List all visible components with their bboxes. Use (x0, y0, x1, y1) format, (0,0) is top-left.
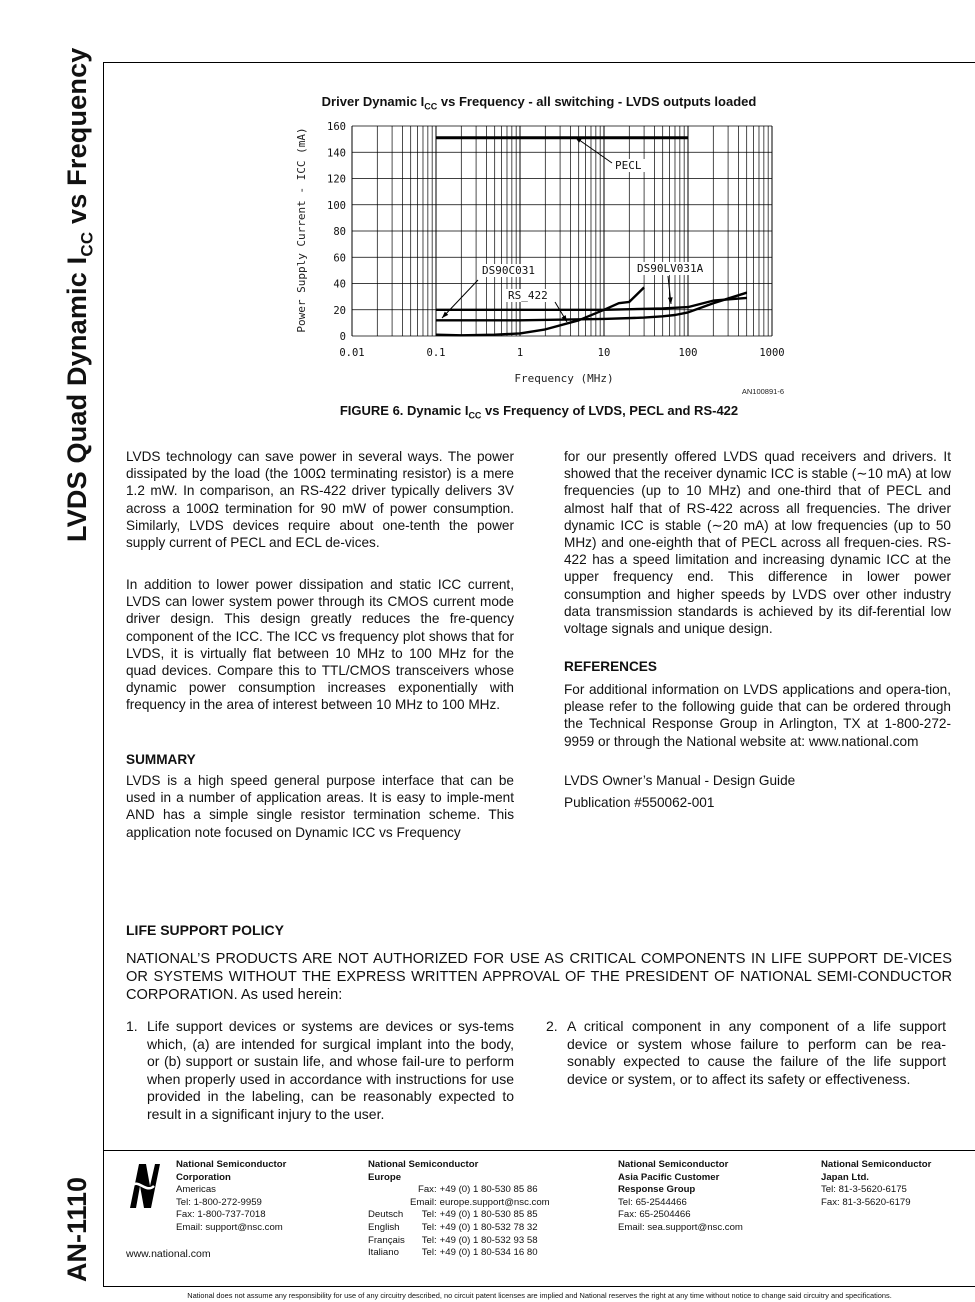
annotation-label: DS90C031 (482, 264, 535, 277)
y-tick-label: 60 (333, 252, 346, 265)
annotation-arrowhead (668, 297, 673, 304)
y-axis-label: Power Supply Current - ICC (mA) (295, 127, 308, 333)
reference-publication: Publication #550062-001 (564, 795, 715, 810)
disclaimer-text: National does not assume any responsibility for use of any circuitry described, no circuit patent licenses are implied and National reserves the right at any time without notice to change said circuitry and specifications. (187, 1291, 892, 1300)
chart-annotations (442, 137, 711, 322)
national-logo-icon (124, 1160, 162, 1212)
paragraph-cmos-driver: In addition to lower power dissipation and static ICC current, LVDS can lower system power through its CMOS current mode driver design. This design greatly reduces the fre-quency component of the ICC. The ICC vs frequency plot shows that for LVDS, it is virtually flat between 10 MHz to 100 MHz for the quad devices. Compare this to TTL/CMOS transceivers whose dynamic power consumption increases exponentially with frequency in the area of interest between 10 MHz to 100 MHz. (126, 577, 514, 713)
policy-item-1: 1. Life support devices or systems are devices or sys-tems which, (a) are intended for surgical implant into the body, or (b) support or sustain life, and whose fail-ure to perform when properly used in accordance with instructions for use provided in the labeling, can be reasonably expected to result in a significant injury to the user. (126, 1018, 514, 1122)
annotation-label: DS90LV031A (637, 262, 704, 275)
footer-europe: National Semiconductor Europe Fax: +49 (0) 1 80-530 85 86 Email: europe.support@nsc.com Deutsch Tel: +49 (0) 1 80-530 85 85 English Tel: +49 (0) 1 80-532 78 32 Français Tel: +49 (0) 1 80-532 93 58 Italiano Tel: +49 (0) 1 80-534 16 80 (368, 1159, 550, 1259)
paragraph-power-savings: LVDS technology can save power in several ways. The power dissipated by the load (the 100Ω terminating resistor) is a mere 1.2 mW. In comparison, an RS-422 driver typically delivers 3V across a 100Ω termination for 90 mW of power consumption. Similarly, LVDS devices require about one-tenth the power supply current of PECL and ECL de-vices. (126, 449, 514, 551)
paragraph-summary: LVDS is a high speed general purpose interface that can be used in a number of application areas. It is easy to imple-ment AND has a simple single resistor termination scheme. This application note focused on Dynamic ICC vs Frequency (126, 773, 514, 840)
y-tick-label: 0 (339, 331, 346, 343)
footer-asia-pacific: National Semiconductor Asia Pacific Customer Response Group Tel: 65-2544466 Fax: 65-2504466 Email: sea.support@nsc.com (618, 1159, 743, 1233)
annotation-leader (575, 137, 612, 163)
y-tick-label: 20 (333, 304, 346, 317)
side-title: LVDS Quad Dynamic $I_{CC}$ vs Frequency (62, 47, 97, 542)
x-tick-label: 10 (597, 347, 611, 359)
references-heading: REFERENCES (564, 659, 657, 674)
chart-ticks (327, 121, 785, 359)
paragraph-references: For additional information on LVDS applications and opera-tion, please refer to the following guide that can be ordered through the Technical Response Group in Arlington, TX at 1-800-272-9959 or through the National website at: www.national.com (564, 682, 951, 749)
figure-id: AN100891-6 (741, 387, 784, 396)
summary-heading: SUMMARY (126, 752, 196, 767)
annotation-leader (442, 280, 478, 318)
y-tick-label: 40 (333, 278, 346, 291)
reference-manual: LVDS Owner’s Manual - Design Guide (564, 773, 796, 788)
y-tick-label: 160 (327, 121, 346, 133)
policy-text: NATIONAL’S PRODUCTS ARE NOT AUTHORIZED FOR USE AS CRITICAL COMPONENTS IN LIFE SUPPORT DE-VICES OR SYSTEMS WITHOUT THE EXPRESS WRITTEN APPROVAL OF THE PRESIDENT OF NATIONAL SEMI-CONDUCTOR CORPORATION. As used herein: (126, 951, 952, 1003)
x-axis-label: Frequency (MHz) (514, 372, 614, 385)
policy-item-2: 2. A critical component in any component of a life support device or system whose failure to perform can be rea-sonably expected to cause the failure of the life support device or system, or to affect its safety or effectiveness. (546, 1018, 946, 1087)
y-tick-label: 120 (327, 173, 346, 186)
frame-bottom-rule (103, 1286, 975, 1287)
document-number: AN-1110 (62, 1176, 92, 1282)
annotation-label: RS_422 (508, 289, 548, 302)
figure-caption: FIGURE 6. Dynamic $I_{CC}$ vs Frequency of LVDS, PECL and RS-422 (339, 403, 739, 421)
y-tick-label: 100 (327, 199, 346, 212)
x-tick-label: 0.01 (339, 347, 365, 359)
footer-japan: National Semiconductor Japan Ltd. Tel: 81-3-5620-6175 Fax: 81-3-5620-6179 (821, 1159, 932, 1208)
x-tick-label: 1 (516, 347, 524, 359)
footer-website[interactable]: www.national.com (126, 1248, 211, 1260)
y-tick-label: 80 (333, 226, 346, 238)
footer-rule (103, 1150, 975, 1151)
x-tick-label: 0.1 (426, 347, 446, 359)
annotation-label: PECL (615, 159, 642, 172)
icc-frequency-chart (0, 0, 975, 400)
x-tick-label: 100 (678, 347, 698, 359)
x-tick-label: 1000 (759, 347, 785, 359)
footer-americas: National Semiconductor Corporation Americas Tel: 1-800-272-9959 Fax: 1-800-737-7018 Email: support@nsc.com (176, 1159, 287, 1233)
y-tick-label: 140 (327, 147, 346, 160)
europe-contact-table: Fax: +49 (0) 1 80-530 85 86 Email: europe.support@nsc.com Deutsch Tel: +49 (0) 1 80-530 85 85 English Tel: +49 (0) 1 80-532 78 32 Français Tel: +49 (0) 1 80-532 93 58 Italiano Tel: +49 (0) 1 80-534 16 80 (368, 1184, 550, 1259)
policy-heading: LIFE SUPPORT POLICY (126, 922, 284, 938)
chart-series (436, 138, 747, 335)
chart-title: Driver Dynamic $I_{CC}$ vs Frequency - all switching - LVDS outputs loaded (321, 94, 757, 112)
paragraph-results: for our presently offered LVDS quad receivers and drivers. It showed that the receiver dynamic ICC is stable (∼10 mA) at low frequencies (up to 10 MHz) and one-third that of PECL and almost half that of RS-422 across all frequencies. The driver dynamic ICC is stable (∼20 mA) at low frequencies (up to 50 MHz) and one-eighth that of PECL across all frequen-cies. RS-422 has a speed limitation and increasing dynamic ICC at the upper frequency end. This difference in lower power consumption and higher speeds by LVDS over other industry data transmission standards is achieved by its dif-ferential low voltage signals and unique design. (564, 449, 951, 637)
